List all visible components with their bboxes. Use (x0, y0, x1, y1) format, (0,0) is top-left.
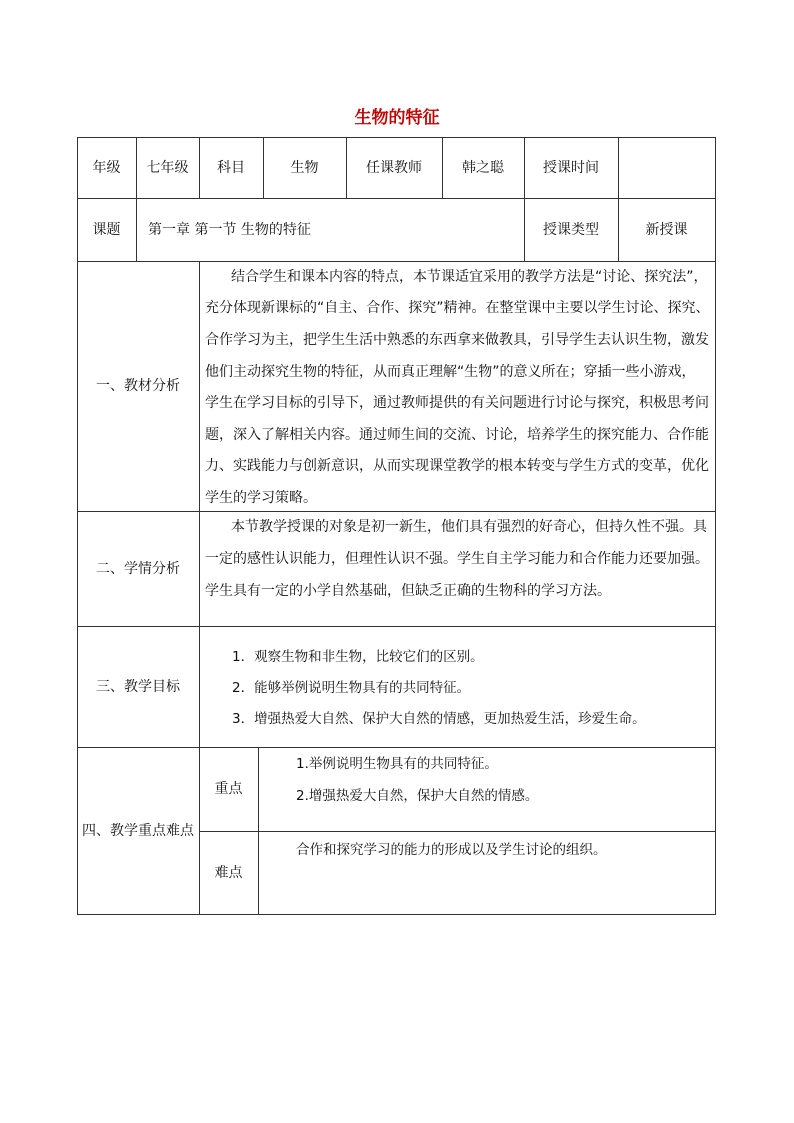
section-label-textbook-analysis: 一、教材分析 (96, 378, 180, 394)
section-label-teaching-objectives: 三、教学目标 (96, 678, 180, 695)
lesson-type-value: 新授课 (645, 221, 688, 238)
table-border-bottom (77, 914, 716, 915)
grade-value: 七年级 (146, 159, 189, 176)
paragraph-line: 学生的学习策略。 (205, 490, 317, 506)
paragraph-line: 他们主动探究生物的特征，从而真正理解“生物”的意义所在；穿插一些小游戏， (205, 364, 696, 380)
paragraph-line: 学生具有一定的小学自然基础，但缺乏正确的生物科的学习方法。 (205, 583, 611, 599)
objective-item: 2．能够举例说明生物具有的共同特征。 (232, 680, 471, 696)
objective-item: 1．观察生物和非生物，比较它们的区别。 (232, 649, 484, 665)
col-separator (258, 747, 259, 915)
key-point-item: 2.增强热爱大自然，保护大自然的情感。 (296, 788, 539, 804)
paragraph-line: 结合学生和课本内容的特点，本节课适宜采用的教学方法是“讨论、探究法”， (231, 269, 708, 285)
row-separator (199, 831, 716, 832)
topic-value: 第一章 第一节 生物的特征 (148, 221, 311, 238)
paragraph-line: 合作学习为主，把学生生活中熟悉的东西拿来做教具，引导学生去认识生物，激发 (205, 332, 709, 348)
teacher-label: 任课教师 (366, 159, 422, 176)
key-point-item: 1.举例说明生物具有的共同特征。 (296, 756, 498, 772)
paragraph-line: 学生在学习目标的引导下，通过教师提供的有关问题进行讨论与探究，积极思考问 (205, 395, 709, 411)
difficult-point-text: 合作和探究学习的能力的形成以及学生讨论的组织。 (296, 842, 607, 858)
lesson-type-label: 授课类型 (543, 221, 599, 238)
subject-value: 生物 (290, 159, 319, 176)
time-label: 授课时间 (543, 159, 599, 176)
time-value (618, 137, 715, 198)
section-label-learner-analysis: 二、学情分析 (96, 560, 180, 577)
paragraph-line: 一定的感性认识能力，但理性认识不强。学生自主学习能力和合作能力还要加强。 (205, 551, 709, 567)
paragraph-line: 题，深入了解相关内容。通过师生间的交流、讨论，培养学生的探究能力、合作能 (205, 427, 709, 443)
subject-label: 科目 (217, 159, 245, 176)
paragraph-line: 力、实践能力与创新意识，从而实现课堂教学的根本转变与学生方式的变革，优化 (205, 458, 709, 474)
col-separator (136, 198, 137, 262)
topic-label: 课题 (92, 221, 121, 238)
teacher-value: 韩之聪 (462, 159, 504, 176)
paragraph-line: 充分体现新课标的“自主、合作、探究”精神。在整堂课中主要以学生讨论、探究、 (205, 300, 710, 316)
document-title: 生物的特征 (354, 108, 440, 128)
key-points-label: 重点 (214, 781, 243, 797)
section-label-key-difficult-points: 四、教学重点难点 (82, 822, 194, 839)
paragraph-line: 本节教学授课的对象是初一新生，他们具有强烈的好奇心，但持久性不强。具 (231, 519, 707, 535)
objective-item: 3．增强热爱大自然、保护大自然的情感，更加热爱生活，珍爱生命。 (232, 711, 646, 727)
difficult-points-label: 难点 (214, 864, 243, 881)
grade-label: 年级 (92, 159, 121, 176)
